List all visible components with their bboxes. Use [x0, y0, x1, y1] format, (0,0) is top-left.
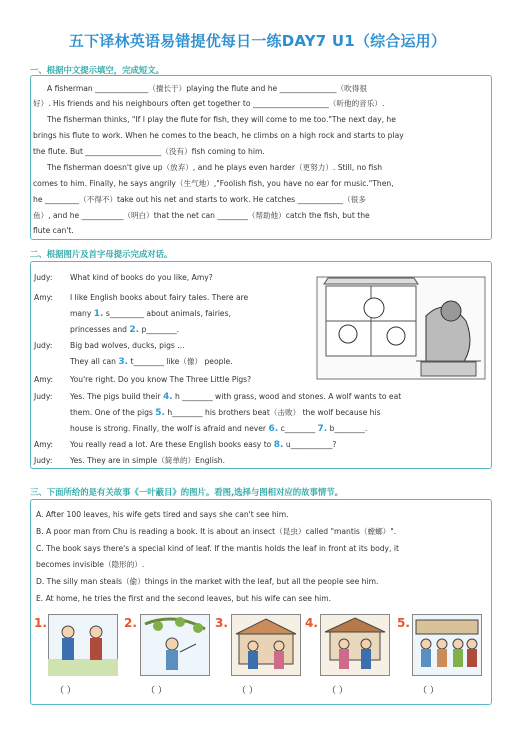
- dialogue-text: Big bad wolves, ducks, pigs ...: [70, 341, 185, 350]
- story-picture-2: [140, 614, 210, 676]
- answer-bracket[interactable]: （ ）: [418, 686, 439, 696]
- story-picture-1: [48, 614, 118, 676]
- blank-number: 2.: [129, 325, 140, 335]
- passage-line: comes to him. Finally, he says angrily（生气地）,"Foolish fish, you have no ear for music."Then,: [33, 179, 394, 188]
- passage-line: 鱼）, and he ___________（明白）that the net can ________（帮助他）catch the fish, but the: [33, 211, 370, 220]
- dialogue-text: I like English books about fairy tales. There are: [70, 293, 249, 302]
- dialogue-speaker: Judy:: [34, 341, 53, 350]
- dialogue-line: house is strong. Finally, the wolf is afraid and never 6. c________ 7. b________.: [70, 424, 368, 434]
- dialogue-line: Yes. The pigs build their 4. h ________ with grass, wood and stones. A wolf wants to eat: [70, 392, 402, 402]
- blank-number: 6.: [268, 424, 279, 434]
- blank-number: 8.: [273, 440, 284, 450]
- blank-number: 5.: [155, 408, 165, 418]
- section3-heading: 三、下面所给的是有关故事《一叶蔽目》的图片。看图,选择与图相对应的故事情节。: [30, 487, 344, 497]
- picture-number: 2.: [124, 616, 137, 630]
- dialogue-line: them. One of the pigs 5. h________ his brothers beat（击败） the wolf because his: [70, 408, 381, 418]
- picture-number: 4.: [305, 616, 318, 630]
- blank-number: 3.: [118, 357, 129, 367]
- option-a: A. After 100 leaves, his wife gets tired and says she can't see him.: [36, 510, 289, 519]
- blank-number: 4.: [162, 392, 173, 402]
- page-title: 五下译林英语易错提优每日一练DAY7 U1（综合运用）: [68, 32, 447, 50]
- picture-number: 1.: [34, 616, 47, 630]
- passage-line: the flute. But ____________________（没有）fish coming to him.: [33, 147, 265, 156]
- passage-line: flute can't.: [33, 226, 74, 235]
- passage-line: A fisherman ______________（擅长于）playing the flute and he _______________（吹得很: [47, 84, 367, 93]
- story-picture-4: [320, 614, 390, 676]
- passage-line: he _________（不得不）take out his net and starts to work. He catches ____________（很多: [33, 195, 366, 204]
- blank-number: 7.: [317, 424, 328, 434]
- dialogue-text: What kind of books do you like, Amy?: [70, 273, 213, 282]
- dialogue-speaker: Judy:: [34, 273, 53, 282]
- dialogue-line: princesses and 2. p________.: [70, 325, 180, 335]
- passage-line: The fisherman thinks, "If I play the flute for fish, they will come to me too."The next day, he: [47, 115, 396, 124]
- dialogue-speaker: Amy:: [34, 440, 54, 449]
- section1-heading: 一、根据中文提示填空，完成短文。: [30, 65, 164, 75]
- dialogue-text: Yes. They are in simple（简单的）English.: [70, 456, 226, 465]
- dialogue-line: many 1. s_________ about animals, fairies,: [70, 309, 231, 319]
- answer-bracket[interactable]: （ ）: [237, 686, 258, 696]
- passage-line: brings his flute to work. When he comes to the beach, he climbs on a high rock and starts to play: [33, 131, 404, 140]
- blank-number: 1.: [93, 309, 104, 319]
- answer-bracket[interactable]: （ ）: [327, 686, 348, 696]
- section2-heading: 二、根据图片及首字母提示完成对话。: [30, 249, 173, 259]
- passage-line: 好）. His friends and his neighbours often get together to ____________________（听他的音乐）.: [33, 99, 385, 108]
- picture-number: 3.: [215, 616, 228, 630]
- dialogue-text: You're right. Do you know The Three Little Pigs?: [70, 375, 252, 384]
- answer-bracket[interactable]: （ ）: [55, 686, 76, 696]
- answer-bracket[interactable]: （ ）: [146, 686, 167, 696]
- three-little-pigs-illustration: [316, 276, 486, 380]
- option-e: E. At home, he tries the first and the second leaves, but his wife can see him.: [36, 594, 332, 603]
- dialogue-line: They all can 3. t________ like（像） people.: [70, 357, 233, 367]
- option-c-cont: becomes invisible（隐形的）.: [36, 560, 145, 569]
- story-picture-3: [231, 614, 301, 676]
- dialogue-line: You really read a lot. Are these English books easy to 8. u___________?: [70, 440, 337, 450]
- dialogue-speaker: Amy:: [34, 293, 54, 302]
- dialogue-speaker: Judy:: [34, 392, 53, 401]
- option-c: C. The book says there's a special kind of leaf. If the mantis holds the leaf in front at its body, it: [36, 544, 399, 553]
- passage-line: The fisherman doesn't give up（放弃）, and he plays even harder（更努力）. Still, no fish: [47, 163, 383, 172]
- dialogue-speaker: Amy:: [34, 375, 54, 384]
- dialogue-speaker: Judy:: [34, 456, 53, 465]
- picture-number: 5.: [397, 616, 410, 630]
- option-d: D. The silly man steals（偷）things in the market with the leaf, but all the people see him.: [36, 577, 379, 586]
- story-picture-5: [412, 614, 482, 676]
- option-b: B. A poor man from Chu is reading a book. It is about an insect（昆虫）called "mantis（螳螂）".: [36, 527, 397, 536]
